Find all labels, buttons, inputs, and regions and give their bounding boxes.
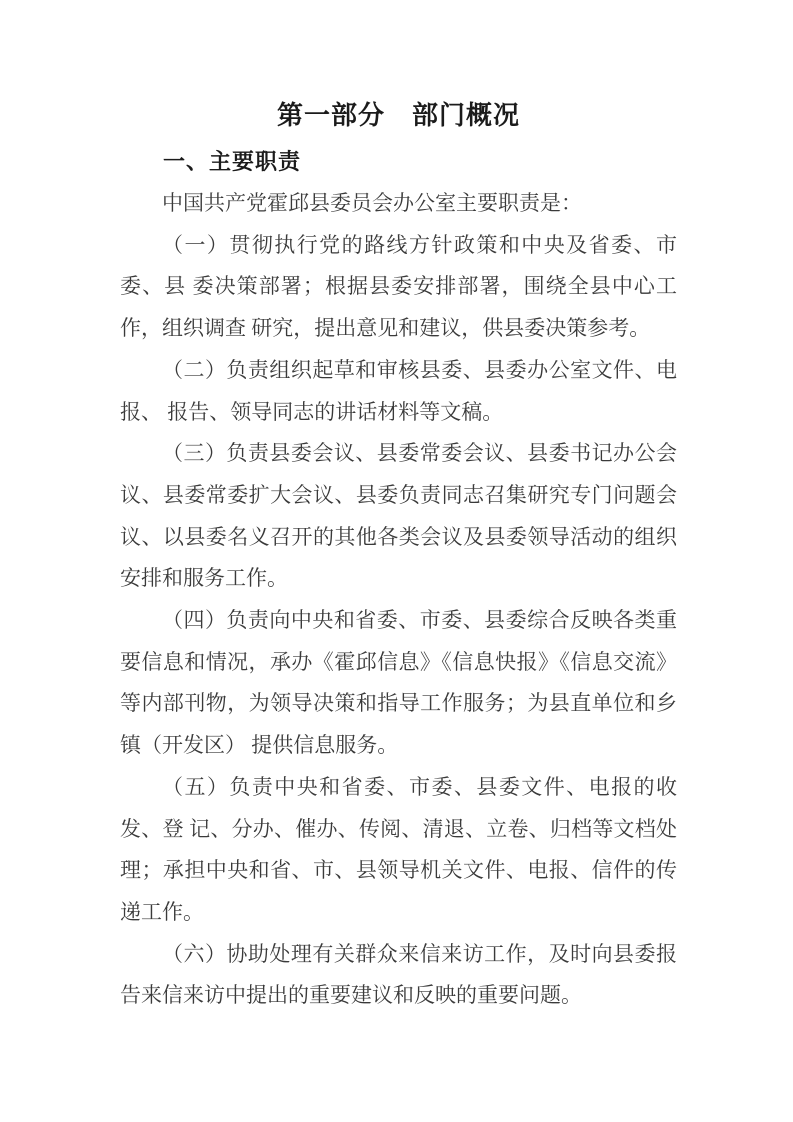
duty-paragraph: （五）负责中央和省委、市委、县委文件、电报的收发、登 记、分办、催办、传阅、清退、立卷、归档等文档处理；承担中央和省、市、县领导机关文件、电报、信件的传递工作。: [120, 774, 677, 924]
document-body: [120, 183, 677, 1017]
section-heading-main-duties: 一、主要职责: [163, 149, 302, 174]
duty-paragraph: （六）协助处理有关群众来信来访工作，及时向县委报告来信来访中提出的重要建议和反映的重要问题。: [120, 941, 677, 1008]
duty-paragraph: （二）负责组织起草和审核县委、县委办公室文件、电报、 报告、领导同志的讲话材料等文稿。: [120, 357, 677, 424]
duty-paragraph: （一）贯彻执行党的路线方针政策和中央及省委、市委、县 委决策部署；根据县委安排部署，围绕全县中心工作，组织调查 研究，提出意见和建议，供县委决策参考。: [120, 232, 677, 341]
duty-paragraph: （四）负责向中央和省委、市委、县委综合反映各类重要信息和情况，承办《霍邱信息》《信息快报》《信息交流》等内部刊物，为领导决策和指导工作服务；为县直单位和乡镇（开发区） 提供信息服务。: [120, 608, 677, 758]
document-title: 第一部分 部门概况: [276, 100, 520, 130]
intro-paragraph: 中国共产党霍邱县委员会办公室主要职责是：: [162, 191, 582, 215]
duty-paragraph: （三）负责县委会议、县委常委会议、县委书记办公会议、县委常委扩大会议、县委负责同志召集研究专门问题会议、以县委名义召开的其他各类会议及县委领导活动的组织安排和服务工作。: [120, 441, 677, 591]
